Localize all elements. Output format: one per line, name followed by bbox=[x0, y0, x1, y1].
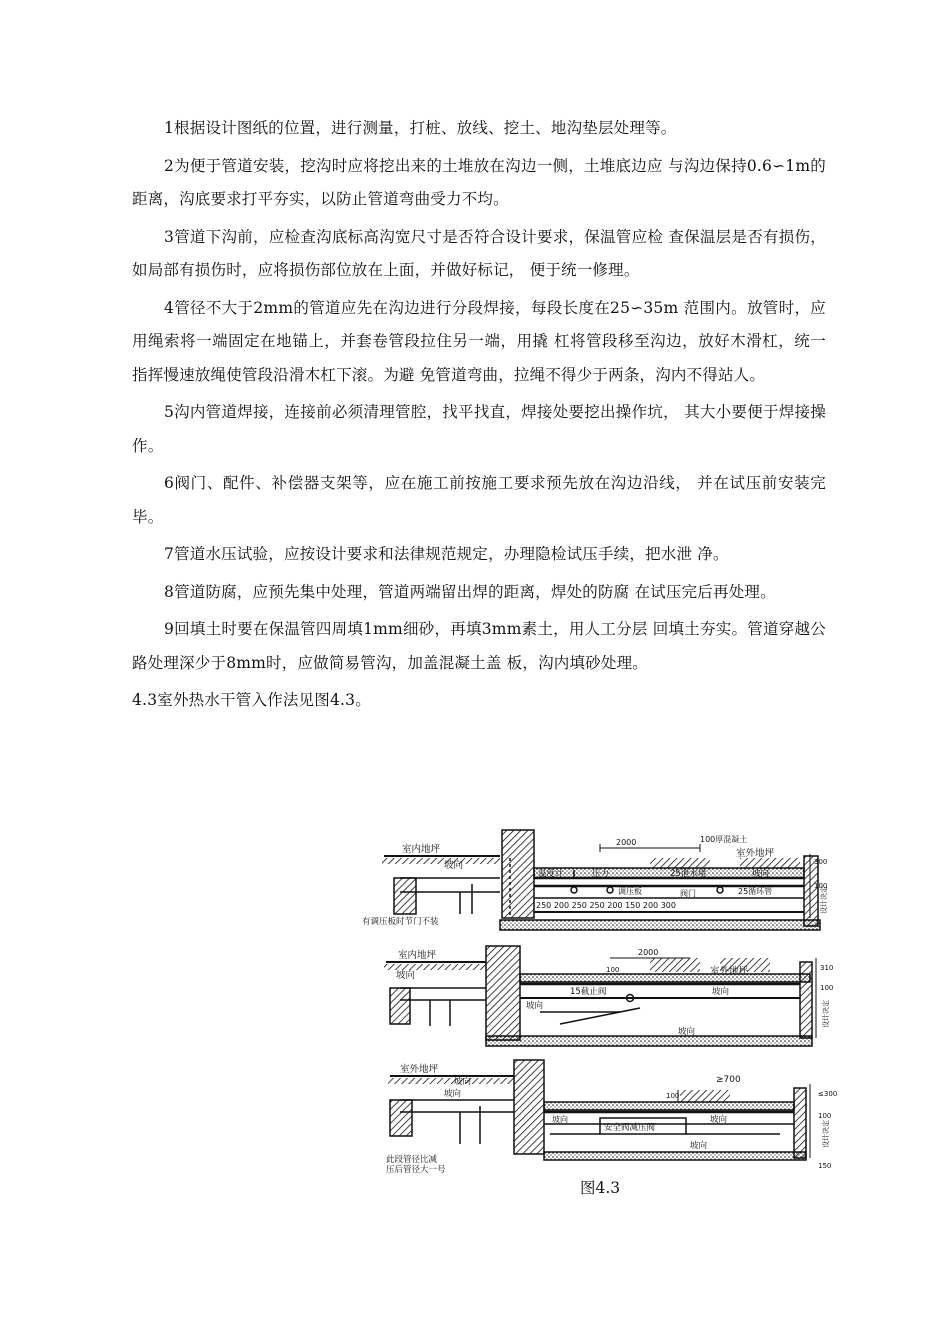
d3-slope-2: 坡向 bbox=[444, 1089, 462, 1099]
paragraph-9: 9回填土时要在保温管四周填1mm细砂，再填3mm素土，用人工分层 回填土夯实。管道穿越公路处理深少于8mm时，应做简易管沟，加盖混凝土盖 板，沟内填砂处理。 bbox=[132, 620, 826, 672]
d1-slope-2: 坡向 bbox=[752, 869, 770, 879]
paragraph-5: 5沟内管道焊接，连接前必须清理管腔，找平找直，焊接处要挖出操作坑， 其大小要便于焊接操作。 bbox=[132, 403, 826, 455]
diagram-3 bbox=[388, 1060, 810, 1160]
d1-dim-100: 100 bbox=[814, 882, 828, 890]
paragraph-6: 6阀门、配件、补偿器支架等，应在施工前按施工要求预先放在沟边沿线， 并在试压前安装完毕。 bbox=[132, 474, 826, 526]
d2-slope-4: 坡向 bbox=[678, 1027, 696, 1037]
d1-dims-row: 250 200 250 250 200 150 200 300 bbox=[536, 901, 676, 910]
d2-outdoor-floor: 室外地坪 bbox=[710, 966, 749, 977]
d1-outdoor-floor: 室外地坪 bbox=[736, 848, 775, 859]
paragraph-1: 1根据设计图纸的位置，进行测量，打桩、放线、挖土、地沟垫层处理等。 bbox=[164, 119, 677, 137]
diagram-1 bbox=[382, 830, 820, 930]
section-heading: 4.3室外热水干管入作法见图4.3。 bbox=[132, 691, 371, 709]
d3-dim-150: 150 bbox=[818, 1162, 832, 1170]
figure-caption: 图4.3 bbox=[580, 1179, 621, 1197]
d1-slope-1: 坡向 bbox=[444, 860, 464, 871]
d1-pressure-gauge: 压力 bbox=[592, 869, 610, 879]
d2-dim-2000: 2000 bbox=[638, 948, 659, 957]
d2-indoor-floor: 室内地坪 bbox=[398, 950, 437, 961]
d1-note: 有调压板时节门不装 bbox=[362, 917, 439, 927]
d2-side-label: 设计决定 bbox=[822, 1000, 830, 1028]
d3-dim-700: ≥700 bbox=[716, 1075, 741, 1085]
d2-slope-1: 坡向 bbox=[396, 970, 416, 981]
d1-dim-300: 300 bbox=[814, 858, 828, 866]
d3-note-1: 此段管径比减 bbox=[386, 1155, 438, 1165]
paragraph-3: 3管道下沟前，应检查沟底标高沟宽尺寸是否符合设计要求，保温管应检 查保温层是否有损伤，如局部有损伤时，应将损伤部位放在上面，并做好标记， 便于统一修理。 bbox=[132, 227, 826, 279]
d3-slope-3: 坡向 bbox=[552, 1115, 568, 1124]
d3-dim-100: 100 bbox=[666, 1092, 680, 1100]
d1-dim-2000: 2000 bbox=[616, 838, 637, 847]
figure-4-3 bbox=[360, 828, 838, 1175]
d1-valve: 阀门 bbox=[680, 889, 696, 898]
d1-concrete: 100厚混凝土 bbox=[700, 835, 748, 844]
diagram-1-labels bbox=[362, 834, 828, 927]
d3-side-label: 设计决定 bbox=[822, 1120, 830, 1148]
d3-dim-100b: 100 bbox=[818, 1112, 832, 1120]
body-text bbox=[132, 112, 826, 718]
d3-dim-300: ≤300 bbox=[818, 1090, 838, 1098]
d2-dim-310: 310 bbox=[820, 964, 834, 972]
d1-thermometer: 温度计 bbox=[538, 869, 564, 879]
paragraph-7: 7管道水压试验，应按设计要求和法律规范规定，办理隐检试压手续，把水泄 净。 bbox=[164, 545, 729, 563]
d2-slope-2: 坡向 bbox=[712, 987, 730, 997]
paragraph-2: 2为便于管道安装，挖沟时应将挖出来的土堆放在沟边一侧，土堆底边应 与沟边保持0.6∽1m的距离，沟底要求打平夯实，以防止管道弯曲受力不均。 bbox=[132, 156, 826, 208]
paragraph-4: 4管径不大于2mm的管道应先在沟边进行分段焊接，每段长度在25∽35m 范围内。放管时，应用绳索将一端固定在地锚上，并套卷管段拉住另一端，用撬 杠将管段移至沟边，放好木滑杠，统一指挥慢速放绳使管段沿滑木杠下滚。为避 免管道弯曲，拉绳不得少于两条，沟内不得站人。 bbox=[132, 298, 826, 384]
d1-side-label: 设计决定 bbox=[820, 886, 828, 914]
d3-slope-5: 坡向 bbox=[690, 1141, 708, 1151]
d2-dim-100: 100 bbox=[606, 966, 620, 974]
d3-outdoor-floor: 室外地坪 bbox=[400, 1064, 439, 1075]
d1-orifice-plate: 调压板 bbox=[618, 887, 642, 896]
paragraph-8: 8管道防腐，应预先集中处理，管道两端留出焊的距离，焊处的防腐 在试压完后再处理。 bbox=[164, 582, 776, 601]
d1-drain-valve: 25泄水堵 bbox=[670, 869, 707, 879]
d2-slope-3: 坡向 bbox=[526, 1001, 544, 1011]
d3-safety-valve: 安全阀减压阀 bbox=[604, 1123, 656, 1133]
d3-slope-1: 坡向 bbox=[454, 1077, 472, 1087]
d2-stop-valve: 15截止阀 bbox=[570, 987, 607, 997]
d1-circulation-pipe: 25循环管 bbox=[738, 887, 773, 896]
d3-slope-4: 坡向 bbox=[710, 1115, 728, 1125]
d2-dim-100b: 100 bbox=[820, 984, 834, 992]
d1-indoor-floor: 室内地坪 bbox=[402, 844, 441, 855]
d3-note-2: 压后管径大一号 bbox=[386, 1165, 446, 1175]
